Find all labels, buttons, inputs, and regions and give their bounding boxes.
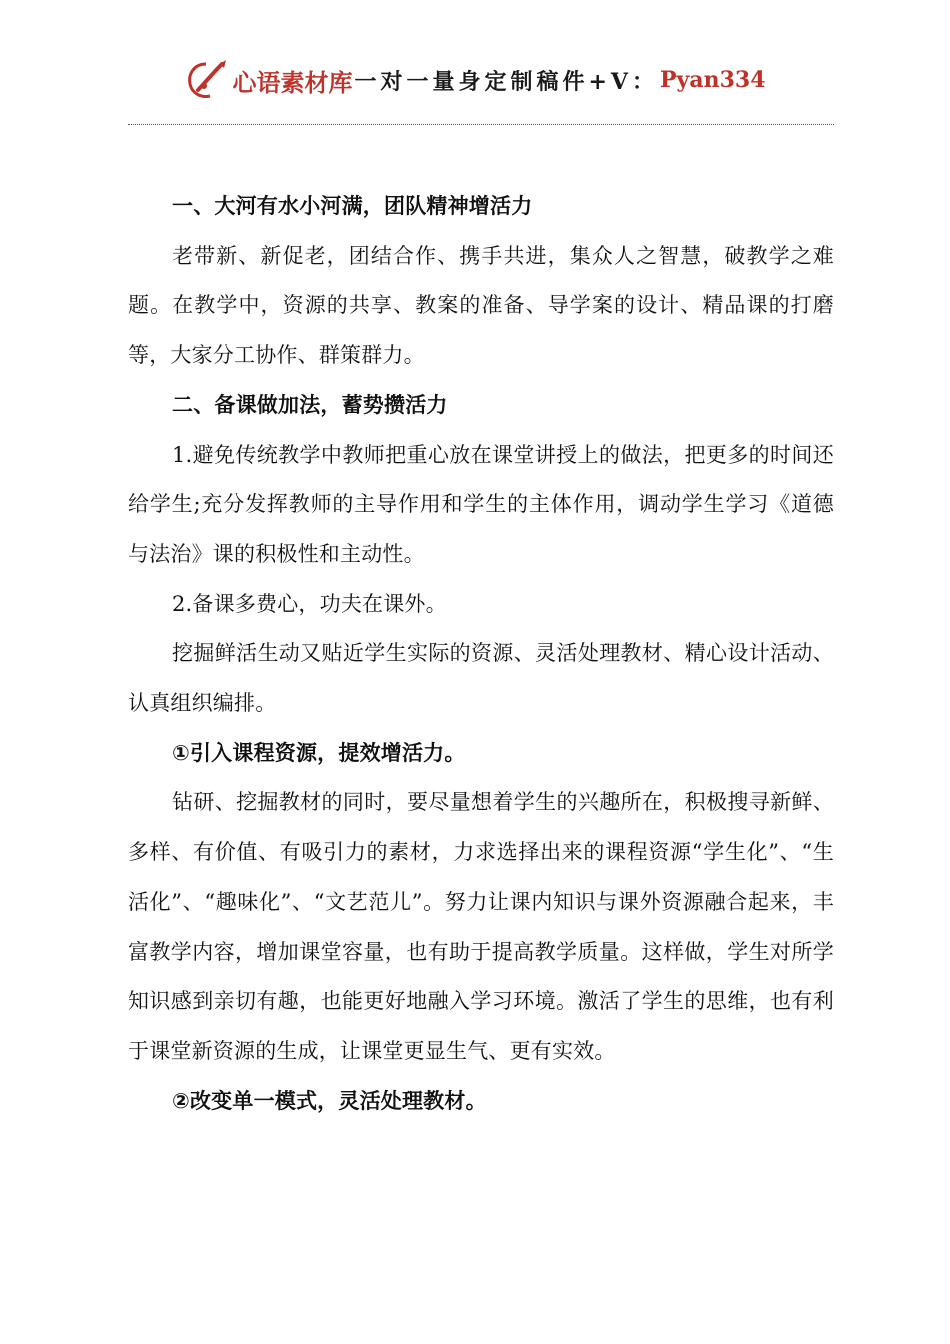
- section-heading-2: 二、备课做加法，蓄势攒活力: [172, 392, 448, 417]
- contact-id: Pyan334: [660, 67, 766, 93]
- paragraph: 挖掘鲜活生动又贴近学生实际的资源、灵活处理教材、精心设计活动、认真组织编排。: [128, 641, 834, 716]
- header-slogan: 一对一量身定制稿件+V：: [354, 68, 658, 95]
- header-divider: [128, 124, 834, 125]
- page-header: [0, 52, 950, 108]
- paragraph: 2.备课多费心，功夫在课外。: [172, 591, 447, 616]
- subsection-heading-1: ①引入课程资源，提效增活力。: [172, 740, 466, 765]
- pen-circle-logo-icon: [184, 56, 232, 104]
- paragraph: 1.避免传统教学中教师把重心放在课堂讲授上的做法，把更多的时间还给学生;充分发挥教师的主导作用和学生的主体作用，调动学生学习《道德与法治》课的积极性和主动性。: [128, 442, 834, 566]
- subsection-heading-2: ②改变单一模式，灵活处理教材。: [172, 1088, 487, 1113]
- brand-name: 心语素材库: [232, 67, 353, 97]
- paragraph: 老带新、新促老，团结合作、携手共进，集众人之智慧，破教学之难题。在教学中，资源的共享、教案的准备、导学案的设计、精品课的打磨等，大家分工协作、群策群力。: [128, 243, 834, 368]
- document-body: [128, 182, 834, 1126]
- paragraph: 钻研、挖掘教材的同时，要尽量想着学生的兴趣所在，积极搜寻新鲜、多样、有价值、有吸引力的素材，力求选择出来的课程资源“学生化”、“生活化”、“趣味化”、“文艺范儿”。努力让课内知识与课外资源融合起来，丰富教学内容，增加课堂容量，也有助于提高教学质量。这样做，学生对所学知识感到亲切有趣，也能更好地融入学习环境。激活了学生的思维，也有利于课堂新资源的生成，让课堂更显生气、更有实效。: [128, 790, 834, 1063]
- section-heading-1: 一、大河有水小河满，团队精神增活力: [172, 194, 533, 218]
